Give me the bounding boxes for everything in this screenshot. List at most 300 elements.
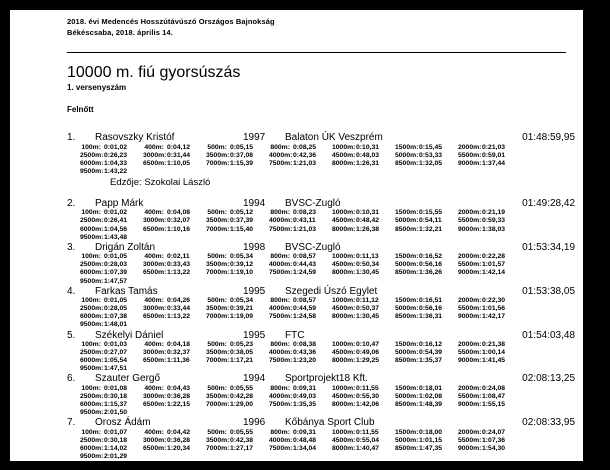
- split-cell: [143, 152, 206, 160]
- split-cell: [395, 152, 458, 160]
- split-time: 0:30,18: [104, 392, 128, 400]
- split-cell: [143, 209, 206, 217]
- split-time: 2:01,50: [104, 409, 128, 417]
- split-row: [80, 278, 575, 286]
- split-time: 0:04,43: [167, 384, 191, 392]
- split-distance: 9000m:: [458, 159, 482, 167]
- split-cell: [332, 385, 395, 393]
- split-cell: [269, 152, 332, 160]
- split-distance: 2000m:: [458, 253, 482, 261]
- split-time: 0:08,38: [293, 341, 317, 348]
- split-cell: [458, 209, 521, 217]
- rank: 2.: [67, 197, 76, 209]
- split-time: 0:05,55: [230, 428, 254, 436]
- split-cell: [458, 144, 521, 152]
- split-cell: [143, 305, 206, 313]
- club-name: Sportprojekt18 Kft.: [285, 373, 368, 385]
- result-entry: [67, 198, 575, 242]
- split-time: 0:22,30: [482, 297, 506, 305]
- split-time: 0:48,48: [293, 436, 317, 444]
- split-distance: 2500m:: [80, 436, 104, 444]
- split-cell: [206, 253, 269, 261]
- split-time: 0:04,42: [167, 428, 191, 436]
- split-distance: 2000m:: [458, 143, 482, 151]
- split-cell: [458, 160, 521, 168]
- results-list: [67, 132, 575, 461]
- split-distance: 7500m:: [269, 225, 293, 233]
- split-distance: 3000m:: [143, 349, 167, 357]
- split-distance: 7000m:: [206, 225, 230, 233]
- split-time: 1:42,17: [482, 313, 506, 321]
- split-distance: 4000m:: [269, 261, 293, 269]
- split-cell: [206, 305, 269, 313]
- split-distance: 500m:: [207, 428, 227, 436]
- result-entry: [67, 132, 575, 189]
- split-distance: 100m:: [81, 384, 101, 392]
- split-cell: [206, 429, 269, 437]
- split-cell: [332, 160, 395, 168]
- split-distance: 9000m:: [458, 401, 482, 409]
- split-time: 0:36,28: [167, 392, 191, 400]
- split-time: 1:43,22: [104, 167, 128, 175]
- split-distance: 400m:: [144, 297, 164, 305]
- split-cell: [80, 297, 143, 305]
- split-cell: [332, 152, 395, 160]
- split-cell: [80, 385, 143, 393]
- split-times: [80, 297, 575, 329]
- split-time: 1:23,20: [293, 357, 317, 365]
- split-distance: 500m:: [207, 209, 227, 217]
- split-time: 0:56,16: [419, 305, 443, 313]
- split-cell: [458, 401, 521, 409]
- result-main-row: [67, 286, 575, 298]
- result-main-row: [67, 242, 575, 254]
- birth-year: 1998: [243, 241, 266, 253]
- split-time: 0:21,38: [482, 341, 506, 348]
- split-distance: 4500m:: [332, 217, 356, 225]
- split-row: [80, 445, 575, 453]
- split-distance: 4000m:: [269, 392, 293, 400]
- split-distance: 8000m:: [332, 401, 356, 409]
- result-main-row: [67, 198, 575, 210]
- split-distance: 5000m:: [395, 392, 419, 400]
- split-cell: [80, 278, 143, 286]
- split-cell: [332, 226, 395, 234]
- split-cell: [80, 269, 143, 277]
- split-row: [80, 365, 575, 373]
- final-time: 02:08:33,95: [522, 417, 575, 429]
- final-time: 01:49:28,42: [522, 197, 575, 209]
- split-cell: [206, 445, 269, 453]
- split-distance: 800m:: [270, 297, 290, 305]
- split-time: 1:01,15: [419, 436, 443, 444]
- split-distance: 7000m:: [206, 444, 230, 452]
- split-distance: 7000m:: [206, 313, 230, 321]
- split-cell: [143, 269, 206, 277]
- split-row: [80, 217, 575, 225]
- split-cell: [80, 144, 143, 152]
- result-main-row: [67, 330, 575, 342]
- split-distance: 3000m:: [143, 261, 167, 269]
- split-times: [80, 429, 575, 461]
- split-cell: [269, 209, 332, 217]
- split-distance: 3500m:: [206, 392, 230, 400]
- split-time: 0:15,45: [419, 143, 443, 151]
- split-time: 1:36,26: [419, 269, 443, 277]
- split-times: [80, 341, 575, 373]
- split-cell: [458, 385, 521, 393]
- split-cell: [395, 429, 458, 437]
- split-distance: 4500m:: [332, 392, 356, 400]
- split-time: 0:37,08: [230, 151, 254, 159]
- split-distance: 8500m:: [395, 225, 419, 233]
- split-time: 0:02,11: [167, 253, 190, 261]
- split-time: 1:27,17: [230, 444, 254, 452]
- result-entry: [67, 242, 575, 286]
- split-row: [80, 209, 575, 217]
- split-row: [80, 261, 575, 269]
- split-row: [80, 152, 575, 160]
- split-time: 0:28,05: [104, 305, 128, 313]
- split-row: [80, 269, 575, 277]
- split-cell: [206, 160, 269, 168]
- swimmer-name: Drigán Zoltán: [95, 241, 156, 253]
- split-time: 0:22,28: [482, 253, 506, 261]
- document-header: [67, 17, 575, 38]
- split-distance: 8500m:: [395, 159, 419, 167]
- split-row: [80, 305, 575, 313]
- split-time: 0:48,03: [356, 151, 380, 159]
- split-time: 0:33,44: [167, 305, 191, 313]
- split-distance: 7500m:: [269, 444, 293, 452]
- split-cell: [395, 357, 458, 365]
- split-cell: [332, 253, 395, 261]
- split-distance: 5000m:: [395, 217, 419, 225]
- split-cell: [458, 152, 521, 160]
- split-time: 1:24,58: [293, 313, 317, 321]
- split-distance: 4000m:: [269, 151, 293, 159]
- split-time: 0:01,03: [104, 341, 128, 348]
- split-distance: 3000m:: [143, 305, 167, 313]
- split-distance: 1000m:: [332, 143, 356, 151]
- divider-line: [67, 52, 566, 53]
- split-row: [80, 313, 575, 321]
- split-distance: 1000m:: [332, 384, 356, 392]
- split-cell: [395, 253, 458, 261]
- split-cell: [332, 144, 395, 152]
- club-name: FTC: [285, 329, 305, 341]
- split-distance: 9500m:: [80, 321, 104, 329]
- split-time: 1:22,15: [167, 401, 191, 409]
- event-title: 10000 m. fiú gyorsúszás: [67, 64, 241, 81]
- split-cell: [269, 437, 332, 445]
- split-times: [80, 144, 575, 176]
- split-time: 1:11,36: [167, 357, 190, 365]
- split-time: 1:05,54: [104, 357, 128, 365]
- split-time: 0:44,43: [293, 261, 317, 269]
- final-time: 02:08:13,25: [522, 373, 575, 385]
- split-distance: 2000m:: [458, 297, 482, 305]
- split-distance: 3000m:: [143, 151, 167, 159]
- split-distance: 1000m:: [332, 253, 356, 261]
- split-cell: [395, 349, 458, 357]
- split-distance: 9000m:: [458, 269, 482, 277]
- split-time: 0:55,30: [356, 392, 380, 400]
- split-row: [80, 437, 575, 445]
- split-time: 0:11,55: [356, 428, 379, 436]
- split-cell: [80, 152, 143, 160]
- split-time: 1:37,44: [482, 159, 506, 167]
- split-cell: [395, 341, 458, 349]
- split-distance: 8000m:: [332, 159, 356, 167]
- split-time: 0:09,31: [293, 384, 317, 392]
- page-content: [10, 10, 575, 461]
- split-time: 0:49,06: [356, 349, 380, 357]
- split-cell: [395, 401, 458, 409]
- split-cell: [206, 401, 269, 409]
- split-cell: [332, 269, 395, 277]
- split-time: 0:50,37: [356, 305, 380, 313]
- split-time: 1:26,31: [356, 159, 380, 167]
- split-time: 1:42,14: [482, 269, 506, 277]
- split-time: 0:11,13: [356, 253, 379, 261]
- split-time: 1:04,56: [104, 225, 128, 233]
- split-distance: 2500m:: [80, 151, 104, 159]
- split-time: 1:02,08: [419, 392, 443, 400]
- split-time: 0:01,02: [104, 143, 128, 151]
- split-cell: [143, 253, 206, 261]
- document-page: [10, 10, 583, 461]
- split-time: 0:08,57: [293, 297, 317, 305]
- split-time: 1:54,30: [482, 444, 506, 452]
- split-time: 0:44,59: [293, 305, 317, 313]
- split-time: 0:54,39: [419, 349, 443, 357]
- swimmer-name: Farkas Tamás: [95, 285, 158, 297]
- split-distance: 100m:: [81, 428, 101, 436]
- split-cell: [143, 160, 206, 168]
- split-distance: 6500m:: [143, 269, 167, 277]
- split-time: 0:42,36: [293, 151, 317, 159]
- split-cell: [80, 168, 143, 176]
- split-time: 1:08,47: [482, 392, 506, 400]
- split-cell: [395, 437, 458, 445]
- split-cell: [143, 144, 206, 152]
- split-time: 0:01,05: [104, 253, 128, 261]
- split-cell: [395, 226, 458, 234]
- split-distance: 100m:: [81, 253, 101, 261]
- split-cell: [332, 261, 395, 269]
- split-time: 0:08,57: [293, 253, 317, 261]
- split-time: 0:01,07: [104, 428, 128, 436]
- final-time: 01:48:59,95: [522, 132, 575, 143]
- split-time: 0:54,11: [419, 217, 442, 225]
- birth-year: 1994: [243, 373, 266, 385]
- split-cell: [332, 341, 395, 349]
- split-distance: 4500m:: [332, 261, 356, 269]
- split-cell: [80, 217, 143, 225]
- split-time: 0:11,55: [356, 384, 379, 392]
- birth-year: 1995: [243, 329, 266, 341]
- split-distance: 100m:: [81, 143, 101, 151]
- split-distance: 5000m:: [395, 349, 419, 357]
- split-cell: [332, 445, 395, 453]
- split-cell: [80, 437, 143, 445]
- split-time: 1:21,03: [293, 159, 317, 167]
- split-distance: 1000m:: [332, 209, 356, 217]
- split-distance: 1500m:: [395, 253, 419, 261]
- split-distance: 7500m:: [269, 269, 293, 277]
- result-entry: [67, 330, 575, 374]
- split-time: 0:15,55: [419, 209, 443, 217]
- split-cell: [80, 357, 143, 365]
- split-time: 1:14,02: [104, 444, 128, 452]
- split-cell: [80, 349, 143, 357]
- split-cell: [80, 401, 143, 409]
- split-distance: 6500m:: [143, 225, 167, 233]
- split-cell: [395, 209, 458, 217]
- split-time: 0:05,23: [230, 341, 254, 348]
- split-distance: 800m:: [270, 341, 290, 348]
- split-row: [80, 226, 575, 234]
- birth-year: 1995: [243, 285, 266, 297]
- rank: 6.: [67, 373, 76, 385]
- split-cell: [269, 305, 332, 313]
- split-time: 0:42,28: [230, 392, 254, 400]
- split-cell: [269, 269, 332, 277]
- split-time: 0:05,34: [230, 253, 254, 261]
- split-time: 0:09,31: [293, 428, 317, 436]
- split-time: 0:04,18: [167, 341, 191, 348]
- split-time: 1:36,31: [419, 313, 443, 321]
- split-distance: 400m:: [144, 143, 164, 151]
- split-distance: 9000m:: [458, 444, 482, 452]
- split-distance: 5500m:: [458, 392, 482, 400]
- split-cell: [332, 349, 395, 357]
- split-time: 0:59,33: [482, 217, 506, 225]
- split-cell: [143, 393, 206, 401]
- club-name: BVSC-Zugló: [285, 197, 341, 209]
- split-cell: [269, 160, 332, 168]
- split-time: 0:05,12: [230, 209, 254, 217]
- split-distance: 1500m:: [395, 428, 419, 436]
- split-distance: 500m:: [207, 297, 227, 305]
- result-main-row: [67, 373, 575, 385]
- split-distance: 2000m:: [458, 209, 482, 217]
- split-cell: [206, 297, 269, 305]
- split-row: [80, 234, 575, 242]
- split-distance: 3500m:: [206, 436, 230, 444]
- split-row: [80, 297, 575, 305]
- split-cell: [80, 313, 143, 321]
- split-time: 0:05,55: [230, 384, 254, 392]
- split-distance: 6500m:: [143, 357, 167, 365]
- swimmer-name: Rasovszky Kristóf: [95, 132, 175, 143]
- rank: 3.: [67, 241, 76, 253]
- split-time: 0:05,15: [230, 143, 254, 151]
- split-time: 1:19,09: [230, 313, 254, 321]
- split-distance: 4000m:: [269, 217, 293, 225]
- result-entry: [67, 373, 575, 417]
- split-row: [80, 409, 575, 417]
- split-time: 1:24,59: [293, 269, 317, 277]
- split-distance: 100m:: [81, 341, 101, 348]
- split-distance: 7000m:: [206, 401, 230, 409]
- split-cell: [269, 253, 332, 261]
- split-time: 0:01,08: [104, 384, 128, 392]
- split-cell: [458, 357, 521, 365]
- split-distance: 9000m:: [458, 313, 482, 321]
- split-cell: [206, 349, 269, 357]
- split-cell: [143, 429, 206, 437]
- split-time: 0:08,23: [293, 209, 317, 217]
- split-time: 0:39,12: [230, 261, 254, 269]
- split-distance: 6000m:: [80, 444, 104, 452]
- split-time: 0:04,08: [167, 209, 191, 217]
- split-time: 1:07,38: [104, 313, 128, 321]
- split-cell: [395, 160, 458, 168]
- split-cell: [143, 341, 206, 349]
- split-distance: 7500m:: [269, 159, 293, 167]
- split-distance: 1500m:: [395, 143, 419, 151]
- split-time: 1:35,37: [419, 357, 443, 365]
- competition-name: 2018. évi Medencés Hosszútávúszó Országos Bajnokság: [67, 17, 275, 26]
- split-distance: 6000m:: [80, 269, 104, 277]
- split-distance: 5000m:: [395, 436, 419, 444]
- split-cell: [395, 305, 458, 313]
- split-distance: 1000m:: [332, 297, 356, 305]
- split-time: 0:43,11: [293, 217, 316, 225]
- split-time: 0:59,01: [482, 151, 506, 159]
- split-distance: 800m:: [270, 209, 290, 217]
- split-row: [80, 453, 575, 461]
- split-row: [80, 253, 575, 261]
- split-cell: [143, 297, 206, 305]
- split-cell: [206, 313, 269, 321]
- split-distance: 6500m:: [143, 444, 167, 452]
- split-distance: 7000m:: [206, 159, 230, 167]
- split-distance: 1000m:: [332, 341, 356, 348]
- split-time: 1:29,25: [356, 357, 380, 365]
- split-time: 1:15,37: [104, 401, 128, 409]
- split-time: 0:18,00: [419, 428, 443, 436]
- split-row: [80, 144, 575, 152]
- split-distance: 9500m:: [80, 409, 104, 417]
- split-cell: [332, 217, 395, 225]
- split-cell: [80, 429, 143, 437]
- split-cell: [80, 234, 143, 242]
- split-cell: [206, 144, 269, 152]
- split-row: [80, 429, 575, 437]
- split-time: 0:56,16: [419, 261, 443, 269]
- split-cell: [269, 393, 332, 401]
- final-time: 01:54:03,48: [522, 329, 575, 341]
- split-time: 1:48,39: [419, 401, 443, 409]
- split-time: 0:04,26: [167, 297, 191, 305]
- split-time: 0:16,51: [419, 297, 443, 305]
- split-cell: [269, 226, 332, 234]
- split-time: 0:24,07: [482, 428, 506, 436]
- split-cell: [332, 297, 395, 305]
- split-distance: 8000m:: [332, 225, 356, 233]
- rank: 5.: [67, 329, 76, 341]
- split-distance: 3500m:: [206, 349, 230, 357]
- split-distance: 400m:: [144, 384, 164, 392]
- split-distance: 1000m:: [332, 428, 356, 436]
- split-time: 0:32,07: [167, 217, 191, 225]
- split-time: 0:27,07: [104, 349, 128, 357]
- rank: 1.: [67, 132, 76, 143]
- split-distance: 5500m:: [458, 436, 482, 444]
